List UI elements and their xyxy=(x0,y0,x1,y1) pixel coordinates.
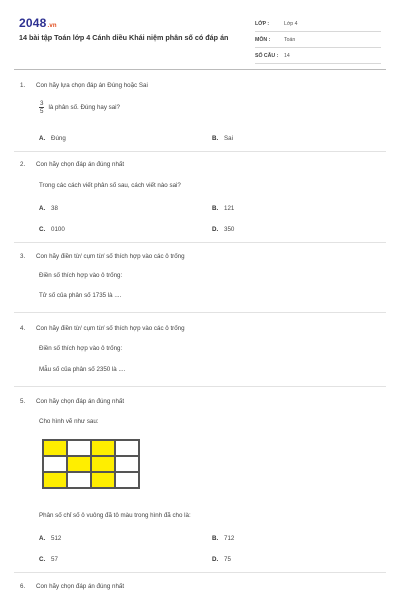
question-text: Con hãy lựa chọn đáp án Đúng hoặc Sai xyxy=(36,82,148,89)
fraction-text: là phân số. Đúng hay sai? xyxy=(48,104,121,111)
grid-cell-shaded xyxy=(43,472,67,488)
meta-value: Toán xyxy=(284,36,296,43)
option-letter: B. xyxy=(212,535,219,542)
option-a[interactable] xyxy=(39,135,66,142)
question-2-prompt xyxy=(20,161,124,168)
grid-cell-empty xyxy=(115,456,139,472)
question-1-prompt xyxy=(20,82,148,89)
question-body: Cho hình vẽ như sau: xyxy=(39,418,99,425)
grid-cell-empty xyxy=(67,440,91,456)
option-b[interactable] xyxy=(212,135,233,142)
option-letter: A. xyxy=(39,135,46,142)
option-letter: D. xyxy=(212,226,219,233)
question-separator xyxy=(14,242,386,243)
fraction-denominator: 5 xyxy=(40,108,44,115)
meta-row-grade xyxy=(255,16,381,32)
option-text: Đúng xyxy=(51,135,66,142)
question-separator xyxy=(14,151,386,152)
header-divider xyxy=(14,69,386,70)
question-6-prompt xyxy=(20,583,124,590)
fraction-numerator: 3 xyxy=(40,100,44,107)
option-text: 712 xyxy=(224,535,235,542)
grid-cell-empty xyxy=(67,472,91,488)
meta-value: 14 xyxy=(284,52,290,59)
question-text: Con hãy điền từ/ cụm từ/ số thích hợp vào các ô trống xyxy=(36,253,185,260)
grid-cell-shaded xyxy=(91,472,115,488)
meta-value: Lớp 4 xyxy=(284,20,298,27)
option-a[interactable] xyxy=(39,205,58,212)
question-number: 5. xyxy=(20,398,26,405)
site-logo[interactable] xyxy=(19,16,57,30)
meta-key: MÔN : xyxy=(255,36,271,43)
question-number: 2. xyxy=(20,161,26,168)
option-c[interactable] xyxy=(39,226,65,233)
option-letter: B. xyxy=(212,135,219,142)
question-body: Trong các cách viết phân số sau, cách viết nào sai? xyxy=(39,182,181,189)
grid-cell-shaded xyxy=(91,456,115,472)
option-text: 0100 xyxy=(51,226,65,233)
question-3-prompt xyxy=(20,253,185,260)
question-body: Tử số của phân số 1735 là .... xyxy=(39,292,122,299)
question-text: Con hãy điền từ/ cụm từ/ số thích hợp vào các ô trống xyxy=(36,325,185,332)
question-body: Mẫu số của phân số 2350 là .... xyxy=(39,366,126,373)
fraction-statement xyxy=(39,100,120,115)
meta-table xyxy=(255,16,381,64)
grid-cell-empty xyxy=(115,440,139,456)
question-separator xyxy=(14,572,386,573)
logo-text: 2048 xyxy=(19,16,47,30)
question-number: 4. xyxy=(20,325,26,332)
question-number: 3. xyxy=(20,253,26,260)
option-text: 57 xyxy=(51,556,58,563)
shaded-grid-figure xyxy=(42,439,140,489)
option-letter: B. xyxy=(212,205,219,212)
question-5-prompt xyxy=(20,398,124,405)
question-text: Con hãy chọn đáp án đúng nhất xyxy=(36,398,125,405)
meta-key: SỐ CÂU : xyxy=(255,52,279,59)
question-text: Con hãy chọn đáp án đúng nhất xyxy=(36,161,125,168)
question-body: Điền số thích hợp vào ô trống: xyxy=(39,272,123,279)
logo-tld: .vn xyxy=(47,23,57,29)
question-4-prompt xyxy=(20,325,185,332)
grid-cell-shaded xyxy=(91,440,115,456)
option-letter: A. xyxy=(39,535,46,542)
option-d[interactable] xyxy=(212,226,234,233)
option-text: 38 xyxy=(51,205,58,212)
question-number: 1. xyxy=(20,82,26,89)
option-text: Sai xyxy=(224,135,233,142)
question-number: 6. xyxy=(20,583,26,590)
meta-row-count xyxy=(255,48,381,64)
option-letter: A. xyxy=(39,205,46,212)
question-separator xyxy=(14,312,386,313)
option-c[interactable] xyxy=(39,556,58,563)
meta-row-subject xyxy=(255,32,381,48)
option-letter: D. xyxy=(212,556,219,563)
question-text: Con hãy chọn đáp án đúng nhất xyxy=(36,583,125,590)
question-body: Phân số chỉ số ô vuông đã tô màu trong hình đã cho là: xyxy=(39,512,191,519)
option-letter: C. xyxy=(39,226,46,233)
option-letter: C. xyxy=(39,556,46,563)
option-d[interactable] xyxy=(212,556,231,563)
fraction xyxy=(39,100,44,115)
option-text: 121 xyxy=(224,205,235,212)
page-title: 14 bài tập Toán lớp 4 Cánh diều Khái niệm phân số có đáp án xyxy=(19,33,229,42)
option-a[interactable] xyxy=(39,535,61,542)
option-text: 75 xyxy=(224,556,231,563)
grid-cell-shaded xyxy=(43,440,67,456)
option-text: 512 xyxy=(51,535,62,542)
option-text: 350 xyxy=(224,226,235,233)
grid-cell-shaded xyxy=(67,456,91,472)
grid-cell-empty xyxy=(115,472,139,488)
question-separator xyxy=(14,386,386,387)
grid-cell-empty xyxy=(43,456,67,472)
option-b[interactable] xyxy=(212,205,234,212)
meta-key: LỚP : xyxy=(255,20,270,27)
option-b[interactable] xyxy=(212,535,234,542)
question-body: Điền số thích hợp vào ô trống: xyxy=(39,345,123,352)
